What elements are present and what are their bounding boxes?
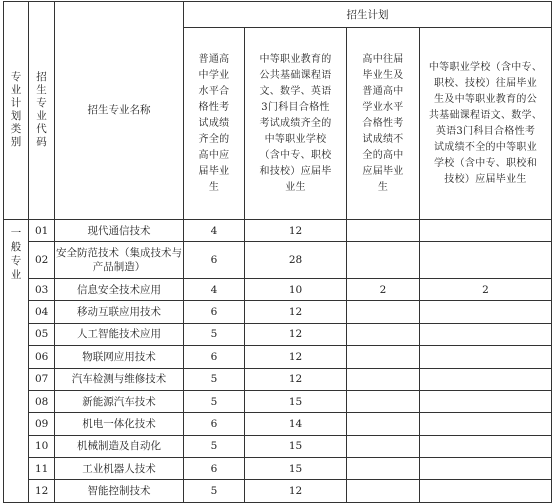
- plan-value-4: [420, 242, 552, 279]
- major-name: 汽车检测与维修技术: [55, 368, 184, 390]
- plan-column-header-3: 高中往届 毕业生及 普通高中 学业水平 合格性考 试成绩不 全的高中 应届毕业 生: [347, 28, 420, 219]
- plan-value-3: [347, 219, 420, 241]
- major-code: 04: [29, 301, 55, 323]
- table-row: [4, 346, 552, 368]
- major-name: 机械制造及自动化: [55, 435, 184, 457]
- name-column-header: 招生专业名称: [55, 2, 184, 220]
- major-code: 12: [29, 480, 55, 503]
- table-row: [4, 219, 552, 241]
- plan-value-2: 15: [245, 458, 347, 480]
- plan-value-2: 10: [245, 278, 347, 300]
- plan-value-4: [420, 346, 552, 368]
- major-name: 移动互联应用技术: [55, 301, 184, 323]
- category-cell: 一 般 专 业: [4, 219, 29, 502]
- plan-value-2: 12: [245, 323, 347, 345]
- plan-value-2: 12: [245, 301, 347, 323]
- plan-value-1: 5: [184, 435, 245, 457]
- plan-value-1: 5: [184, 480, 245, 503]
- major-code: 11: [29, 458, 55, 480]
- plan-group-header: 招生计划: [184, 2, 552, 28]
- plan-value-4: [420, 301, 552, 323]
- plan-value-1: 6: [184, 346, 245, 368]
- plan-value-4: 2: [420, 278, 552, 300]
- table-row: [4, 413, 552, 435]
- plan-value-1: 5: [184, 390, 245, 412]
- plan-value-3: [347, 435, 420, 457]
- plan-value-3: [347, 346, 420, 368]
- plan-value-4: [420, 480, 552, 503]
- major-code: 10: [29, 435, 55, 457]
- plan-value-4: [420, 413, 552, 435]
- plan-value-2: 12: [245, 219, 347, 241]
- plan-value-1: 5: [184, 368, 245, 390]
- plan-value-4: [420, 458, 552, 480]
- major-name: 智能控制技术: [55, 480, 184, 503]
- plan-value-2: 15: [245, 435, 347, 457]
- table-row: [4, 435, 552, 457]
- plan-value-2: 12: [245, 480, 347, 503]
- plan-value-2: 15: [245, 390, 347, 412]
- table-row: [4, 278, 552, 300]
- major-name: 物联网应用技术: [55, 346, 184, 368]
- table-row: [4, 323, 552, 345]
- plan-value-2: 14: [245, 413, 347, 435]
- plan-value-2: 28: [245, 242, 347, 279]
- plan-value-2: 12: [245, 368, 347, 390]
- table-row: [4, 242, 552, 279]
- code-column-header: 招 生 专 业 代 码: [29, 2, 55, 220]
- plan-column-header-4: 中等职业学校（含中专、 职校、技校）往届毕业 生及中等职业教育的公 共基础课程语文、数学、 英语3门科目合格性考 试成绩不全的中等职业 学校（含中专、职校和 技校）应届毕业生: [420, 28, 552, 219]
- major-name: 信息安全技术应用: [55, 278, 184, 300]
- plan-column-header-1: 普通高 中学业 水平合 格性考 试成绩 齐全的 高中应 届毕业 生: [184, 28, 245, 219]
- plan-value-3: [347, 480, 420, 503]
- table-row: [4, 390, 552, 412]
- plan-value-3: [347, 301, 420, 323]
- major-name: 现代通信技术: [55, 219, 184, 241]
- major-code: 02: [29, 242, 55, 279]
- table-row: [4, 368, 552, 390]
- enrollment-plan-table: [3, 1, 552, 503]
- plan-value-3: [347, 368, 420, 390]
- major-code: 03: [29, 278, 55, 300]
- plan-value-1: 6: [184, 301, 245, 323]
- plan-value-4: [420, 368, 552, 390]
- plan-value-3: [347, 458, 420, 480]
- table-row: [4, 480, 552, 503]
- major-name: 人工智能技术应用: [55, 323, 184, 345]
- plan-value-1: 5: [184, 323, 245, 345]
- major-name: 新能源汽车技术: [55, 390, 184, 412]
- major-code: 05: [29, 323, 55, 345]
- plan-value-4: [420, 390, 552, 412]
- plan-value-3: [347, 413, 420, 435]
- plan-value-1: 6: [184, 242, 245, 279]
- table-row: [4, 458, 552, 480]
- plan-value-1: 6: [184, 458, 245, 480]
- plan-value-1: 4: [184, 278, 245, 300]
- header-row-1: [4, 2, 552, 28]
- major-name: 安全防范技术（集成技术与产品制造）: [55, 242, 184, 279]
- plan-value-1: 4: [184, 219, 245, 241]
- plan-value-4: [420, 323, 552, 345]
- major-name: 工业机器人技术: [55, 458, 184, 480]
- plan-value-4: [420, 219, 552, 241]
- major-code: 09: [29, 413, 55, 435]
- major-code: 07: [29, 368, 55, 390]
- plan-value-3: [347, 323, 420, 345]
- plan-value-4: [420, 435, 552, 457]
- major-code: 06: [29, 346, 55, 368]
- plan-value-3: 2: [347, 278, 420, 300]
- plan-value-2: 12: [245, 346, 347, 368]
- major-code: 01: [29, 219, 55, 241]
- plan-column-header-2: 中等职业教育的 公共基础课程语 文、数学、英语 3门科目合格性 考试成绩齐全的 中等职业学校 （含中专、职校 和技校）应届毕 业生: [245, 28, 347, 219]
- major-code: 08: [29, 390, 55, 412]
- plan-value-1: 6: [184, 413, 245, 435]
- plan-value-3: [347, 242, 420, 279]
- plan-value-3: [347, 390, 420, 412]
- table-row: [4, 301, 552, 323]
- category-column-header: 专 业 计 划 类 别: [4, 2, 29, 220]
- major-name: 机电一体化技术: [55, 413, 184, 435]
